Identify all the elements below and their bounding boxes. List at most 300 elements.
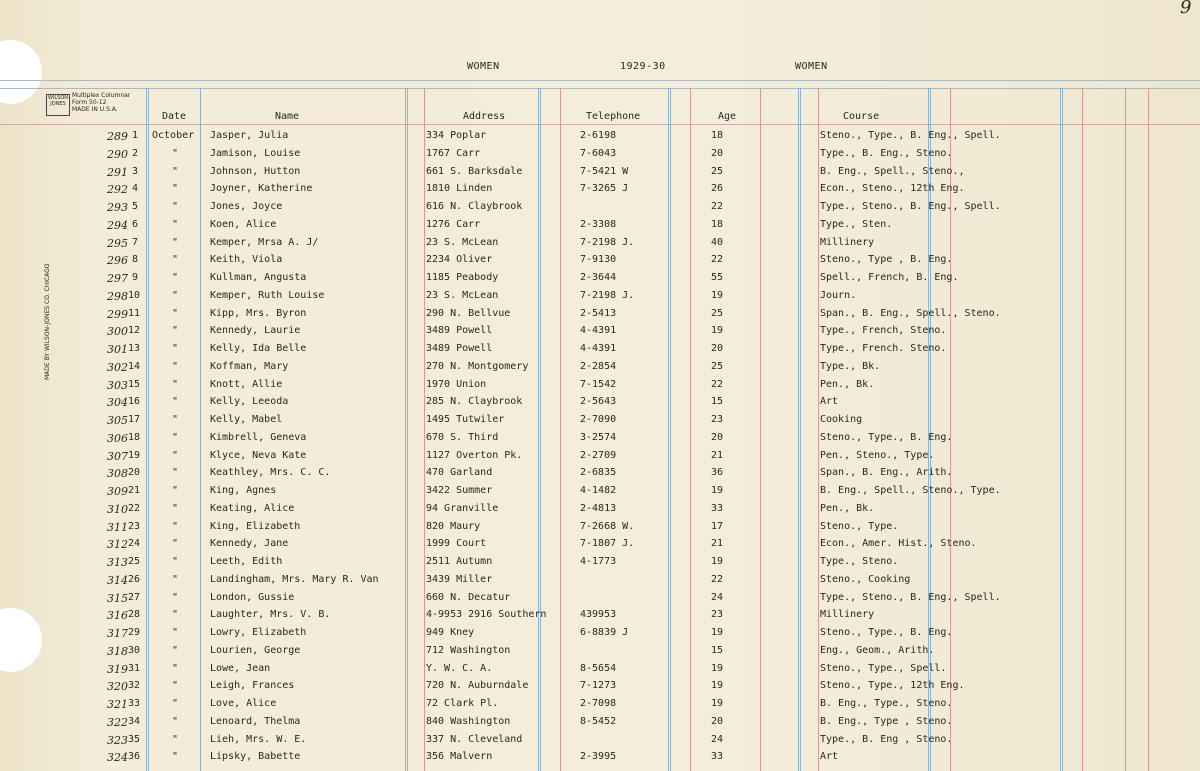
row-address: 1185 Peabody <box>426 272 499 283</box>
row-handwritten-number: 324 <box>107 751 128 765</box>
table-row <box>0 734 1200 751</box>
row-handwritten-number: 315 <box>107 591 128 605</box>
row-telephone: 7-6043 <box>580 147 617 159</box>
row-name: Landingham, Mrs. Mary R. Van <box>210 573 379 585</box>
row-course: Steno., Type., B. Eng., Spell. <box>820 130 1001 141</box>
row-age: 19 <box>711 289 724 301</box>
row-handwritten-number: 321 <box>107 698 128 711</box>
row-date: " <box>172 698 179 709</box>
row-name: Kennedy, Jane <box>210 538 289 550</box>
row-address: 2511 Autumn <box>426 556 493 567</box>
table-row <box>0 574 1200 591</box>
row-date: October <box>152 130 195 141</box>
table-row <box>0 467 1200 484</box>
row-handwritten-number: 304 <box>107 396 128 410</box>
row-line-number: 12 <box>128 325 141 337</box>
row-course: Art <box>820 396 839 408</box>
row-handwritten-number: 295 <box>107 236 128 250</box>
table-row <box>0 414 1200 431</box>
row-course: Type., Steno., B. Eng., Spell. <box>820 201 1001 212</box>
row-name: Kelly, Mabel <box>210 414 283 425</box>
row-course: Type., Steno., B. Eng., Spell. <box>820 591 1001 603</box>
row-handwritten-number: 301 <box>107 343 128 356</box>
row-age: 17 <box>711 520 724 532</box>
row-address: 470 Garland <box>426 467 493 479</box>
row-name: Jasper, Julia <box>210 130 289 141</box>
row-handwritten-number: 296 <box>107 254 128 268</box>
row-line-number: 13 <box>128 343 141 354</box>
row-name: Kipp, Mrs. Byron <box>210 307 307 319</box>
row-line-number: 24 <box>128 538 141 550</box>
row-age: 15 <box>711 396 724 408</box>
table-row <box>0 272 1200 289</box>
row-date: " <box>172 591 179 603</box>
row-address: Y. W. C. A. <box>426 662 493 674</box>
row-handwritten-number: 306 <box>107 431 128 445</box>
row-name: Laughter, Mrs. V. B. <box>210 609 331 621</box>
row-age: 19 <box>711 325 724 337</box>
row-age: 19 <box>711 680 724 692</box>
row-line-number: 3 <box>132 165 139 177</box>
form-label-line3: MADE IN U.S.A. <box>72 106 118 113</box>
row-age: 22 <box>711 254 724 266</box>
row-address: 1495 Tutwiler <box>426 414 505 425</box>
row-line-number: 9 <box>132 272 139 283</box>
row-age: 21 <box>711 449 724 461</box>
table-row <box>0 183 1200 200</box>
row-date: " <box>172 414 179 425</box>
row-address: 3439 Miller <box>426 573 493 585</box>
row-line-number: 5 <box>132 201 139 212</box>
table-row <box>0 450 1200 467</box>
row-age: 19 <box>711 698 724 709</box>
row-age: 20 <box>711 431 724 443</box>
row-course: Type., Bk. <box>820 360 881 372</box>
row-name: Kelly, Ida Belle <box>210 343 307 354</box>
table-row <box>0 503 1200 520</box>
row-telephone: 2-6835 <box>580 467 617 479</box>
row-age: 19 <box>711 662 724 674</box>
row-name: Koffman, Mary <box>210 360 289 372</box>
table-row <box>0 219 1200 236</box>
header-right-label: WOMEN <box>795 61 828 72</box>
row-telephone: 7-5421 W <box>580 165 629 177</box>
row-date: " <box>172 343 179 354</box>
row-date: " <box>172 183 179 195</box>
row-telephone: 2-5643 <box>580 396 617 408</box>
header-rule-bottom <box>0 124 1200 125</box>
row-telephone: 8-5452 <box>580 715 617 727</box>
row-course: Type., B. Eng , Steno. <box>820 733 953 745</box>
table-row <box>0 521 1200 538</box>
row-age: 23 <box>711 414 724 425</box>
row-telephone: 7-1542 <box>580 378 617 390</box>
row-age: 15 <box>711 644 724 656</box>
row-age: 20 <box>711 715 724 727</box>
row-telephone: 2-6198 <box>580 130 617 141</box>
row-address: 1276 Carr <box>426 218 481 230</box>
row-date: " <box>172 201 179 212</box>
row-line-number: 32 <box>128 680 141 692</box>
row-address: 94 Granville <box>426 502 499 514</box>
row-age: 24 <box>711 733 724 745</box>
row-handwritten-number: 314 <box>107 573 128 587</box>
row-name: Klyce, Neva Kate <box>210 449 307 461</box>
row-telephone: 4-4391 <box>580 343 617 354</box>
row-telephone: 2-3995 <box>580 751 617 763</box>
row-handwritten-number: 298 <box>107 289 128 303</box>
row-address: 670 S. Third <box>426 431 499 443</box>
row-name: King, Elizabeth <box>210 520 301 532</box>
row-telephone: 7-2198 J. <box>580 289 635 301</box>
row-date: " <box>172 538 179 550</box>
row-date: " <box>172 449 179 461</box>
table-row <box>0 716 1200 733</box>
table-row <box>0 609 1200 626</box>
wilson-jones-brand-box: WILSON JONES <box>46 94 70 116</box>
row-age: 22 <box>711 573 724 585</box>
row-date: " <box>172 520 179 532</box>
table-row <box>0 166 1200 183</box>
form-label-text <box>72 92 130 113</box>
row-course: Pen., Bk. <box>820 502 875 514</box>
row-date: " <box>172 627 179 638</box>
row-date: " <box>172 556 179 567</box>
row-telephone: 2-7098 <box>580 698 617 709</box>
column-header-age: Age <box>718 111 737 122</box>
row-line-number: 25 <box>128 556 141 567</box>
table-row <box>0 254 1200 271</box>
row-date: " <box>172 485 179 496</box>
row-name: Lowry, Elizabeth <box>210 627 307 638</box>
table-row <box>0 627 1200 644</box>
row-name: London, Gussie <box>210 591 295 603</box>
row-course: Steno., Type., B. Eng. <box>820 431 953 443</box>
row-address: 660 N. Decatur <box>426 591 511 603</box>
header-rule-2 <box>0 88 1200 89</box>
row-telephone: 7-1273 <box>580 680 617 692</box>
row-name: Leeth, Edith <box>210 556 283 567</box>
row-age: 19 <box>711 627 724 638</box>
row-handwritten-number: 323 <box>107 733 128 747</box>
table-row <box>0 290 1200 307</box>
row-name: Love, Alice <box>210 698 277 709</box>
row-address: 1810 Linden <box>426 183 493 195</box>
row-date: " <box>172 467 179 479</box>
row-course: Type., Sten. <box>820 218 893 230</box>
row-handwritten-number: 313 <box>107 556 128 569</box>
table-row <box>0 592 1200 609</box>
row-line-number: 16 <box>128 396 141 408</box>
row-age: 26 <box>711 183 724 195</box>
row-line-number: 31 <box>128 662 141 674</box>
row-telephone: 2-3308 <box>580 218 617 230</box>
row-date: " <box>172 396 179 408</box>
row-line-number: 14 <box>128 360 141 372</box>
row-handwritten-number: 290 <box>107 147 128 161</box>
row-course: Type., French. Steno. <box>820 343 947 354</box>
table-row <box>0 361 1200 378</box>
row-line-number: 17 <box>128 414 141 425</box>
row-address: 337 N. Cleveland <box>426 733 523 745</box>
row-date: " <box>172 715 179 727</box>
column-header-name: Name <box>275 111 300 122</box>
header-rule-top <box>0 80 1200 81</box>
row-date: " <box>172 307 179 319</box>
row-name: Keathley, Mrs. C. C. <box>210 467 331 479</box>
row-address: 356 Malvern <box>426 751 493 763</box>
row-age: 33 <box>711 502 724 514</box>
row-handwritten-number: 317 <box>107 627 128 640</box>
row-line-number: 29 <box>128 627 141 638</box>
row-course: Journ. <box>820 289 857 301</box>
column-header-address: Address <box>463 111 506 122</box>
row-name: Keating, Alice <box>210 502 295 514</box>
row-age: 24 <box>711 591 724 603</box>
row-date: " <box>172 289 179 301</box>
table-row <box>0 698 1200 715</box>
row-age: 55 <box>711 272 724 283</box>
row-handwritten-number: 309 <box>107 485 128 498</box>
row-telephone: 439953 <box>580 609 617 621</box>
row-telephone: 7-2668 W. <box>580 520 635 532</box>
row-course: Span., B. Eng., Spell., Steno. <box>820 307 1001 319</box>
table-row <box>0 432 1200 449</box>
row-age: 25 <box>711 165 724 177</box>
row-line-number: 28 <box>128 609 141 621</box>
row-age: 25 <box>711 307 724 319</box>
row-course: Pen., Bk. <box>820 378 875 390</box>
row-date: " <box>172 680 179 692</box>
row-handwritten-number: 294 <box>107 218 128 232</box>
row-course: Art <box>820 751 839 763</box>
row-age: 36 <box>711 467 724 479</box>
row-line-number: 6 <box>132 218 139 230</box>
row-date: " <box>172 378 179 390</box>
row-line-number: 21 <box>128 485 141 496</box>
row-course: B. Eng., Type., Steno. <box>820 698 953 709</box>
row-telephone: 2-2709 <box>580 449 617 461</box>
row-course: Econ., Steno., 12th Eng. <box>820 183 965 195</box>
row-handwritten-number: 320 <box>107 680 128 694</box>
row-course: Type., French, Steno. <box>820 325 947 337</box>
row-course: Steno., Type., B. Eng. <box>820 627 953 638</box>
header-left-label: WOMEN <box>467 61 500 72</box>
row-line-number: 36 <box>128 751 141 763</box>
row-name: Leigh, Frances <box>210 680 295 692</box>
header-year: 1929-30 <box>620 61 666 72</box>
row-line-number: 11 <box>128 307 141 319</box>
row-age: 20 <box>711 343 724 354</box>
row-line-number: 33 <box>128 698 141 709</box>
row-handwritten-number: 305 <box>107 414 128 427</box>
row-telephone: 8-5654 <box>580 662 617 674</box>
table-row <box>0 556 1200 573</box>
row-line-number: 26 <box>128 573 141 585</box>
row-address: 949 Kney <box>426 627 475 638</box>
row-name: Knott, Allie <box>210 378 283 390</box>
row-telephone: 4-1773 <box>580 556 617 567</box>
table-row <box>0 396 1200 413</box>
row-telephone: 7-2198 J. <box>580 236 635 248</box>
row-handwritten-number: 319 <box>107 662 128 676</box>
row-handwritten-number: 316 <box>107 609 128 623</box>
row-name: Lenoard, Thelma <box>210 715 301 727</box>
column-header-course: Course <box>843 111 880 122</box>
row-handwritten-number: 292 <box>107 183 128 197</box>
row-course: Type., B. Eng., Steno. <box>820 147 953 159</box>
row-name: Kennedy, Laurie <box>210 325 301 337</box>
row-handwritten-number: 299 <box>107 307 128 321</box>
row-handwritten-number: 291 <box>107 165 128 179</box>
row-address: 720 N. Auburndale <box>426 680 529 692</box>
row-address: 1767 Carr <box>426 147 481 159</box>
row-course: Spell., French, B. Eng. <box>820 272 959 283</box>
row-line-number: 7 <box>132 236 139 248</box>
row-address: 2234 Oliver <box>426 254 493 266</box>
row-name: Johnson, Hutton <box>210 165 301 177</box>
row-address: 4-9953 2916 Southern <box>426 609 547 621</box>
column-header-date: Date <box>162 111 187 122</box>
table-row <box>0 343 1200 360</box>
table-row <box>0 538 1200 555</box>
row-age: 25 <box>711 360 724 372</box>
row-address: 661 S. Barksdale <box>426 165 523 177</box>
row-course: Pen., Steno., Type. <box>820 449 935 461</box>
row-course: Millinery <box>820 609 875 621</box>
row-address: 285 N. Claybrook <box>426 396 523 408</box>
row-course: Steno., Type. <box>820 520 899 532</box>
row-telephone: 7-9130 <box>580 254 617 266</box>
row-name: Kemper, Mrsa A. J/ <box>210 236 319 248</box>
row-name: Lourien, George <box>210 644 301 656</box>
column-header-telephone: Telephone <box>586 111 641 122</box>
row-handwritten-number: 302 <box>107 360 128 374</box>
page-number: 9 <box>1180 0 1192 18</box>
row-telephone: 4-4391 <box>580 325 617 337</box>
row-age: 21 <box>711 538 724 550</box>
table-row <box>0 680 1200 697</box>
row-address: 3422 Summer <box>426 485 493 496</box>
row-line-number: 18 <box>128 431 141 443</box>
row-line-number: 35 <box>128 733 141 745</box>
row-telephone: 6-8839 J <box>580 627 629 638</box>
row-line-number: 4 <box>132 183 139 195</box>
row-age: 19 <box>711 556 724 567</box>
row-handwritten-number: 310 <box>107 502 128 516</box>
row-age: 33 <box>711 751 724 763</box>
row-handwritten-number: 312 <box>107 538 128 552</box>
row-course: B. Eng., Spell., Steno., <box>820 165 965 177</box>
row-age: 20 <box>711 147 724 159</box>
row-name: Joyner, Katherine <box>210 183 313 195</box>
row-date: " <box>172 325 179 337</box>
row-age: 19 <box>711 485 724 496</box>
row-address: 72 Clark Pl. <box>426 698 499 709</box>
row-line-number: 34 <box>128 715 141 727</box>
row-telephone: 2-2854 <box>580 360 617 372</box>
row-address: 820 Maury <box>426 520 481 532</box>
row-address: 840 Washington <box>426 715 511 727</box>
row-name: Kemper, Ruth Louise <box>210 289 325 301</box>
row-telephone: 2-5413 <box>580 307 617 319</box>
table-row <box>0 325 1200 342</box>
row-course: Span., B. Eng., Arith. <box>820 467 953 479</box>
table-row <box>0 485 1200 502</box>
row-date: " <box>172 751 179 763</box>
row-name: King, Agnes <box>210 485 277 496</box>
row-name: Jones, Joyce <box>210 201 283 212</box>
row-telephone: 2-4813 <box>580 502 617 514</box>
row-address: 616 N. Claybrook <box>426 201 523 212</box>
table-row <box>0 201 1200 218</box>
row-handwritten-number: 318 <box>107 644 128 658</box>
row-date: " <box>172 644 179 656</box>
row-date: " <box>172 254 179 266</box>
row-course: Steno., Type., 12th Eng. <box>820 680 965 692</box>
table-row <box>0 308 1200 325</box>
row-name: Kimbrell, Geneva <box>210 431 307 443</box>
row-date: " <box>172 218 179 230</box>
row-date: " <box>172 502 179 514</box>
row-name: Kelly, Leeoda <box>210 396 289 408</box>
form-label-line2: Form 50-12 <box>72 99 107 106</box>
row-address: 23 S. McLean <box>426 236 499 248</box>
row-line-number: 1 <box>132 130 139 141</box>
row-telephone: 7-3265 J <box>580 183 629 195</box>
row-course: Type., Steno. <box>820 556 899 567</box>
row-address: 1127 Overton Pk. <box>426 449 523 461</box>
row-handwritten-number: 293 <box>107 201 128 214</box>
table-row <box>0 751 1200 768</box>
row-handwritten-number: 322 <box>107 715 128 729</box>
row-address: 3489 Powell <box>426 325 493 337</box>
row-address: 712 Washington <box>426 644 511 656</box>
row-address: 334 Poplar <box>426 130 487 141</box>
row-telephone: 4-1482 <box>580 485 617 496</box>
row-handwritten-number: 307 <box>107 449 128 463</box>
row-course: Steno., Cooking <box>820 573 911 585</box>
row-date: " <box>172 236 179 248</box>
row-line-number: 27 <box>128 591 141 603</box>
row-date: " <box>172 733 179 745</box>
row-telephone: 7-1807 J. <box>580 538 635 550</box>
row-address: 1970 Union <box>426 378 487 390</box>
row-line-number: 2 <box>132 147 139 159</box>
table-row <box>0 148 1200 165</box>
row-name: Lieh, Mrs. W. E. <box>210 733 307 745</box>
row-age: 18 <box>711 130 724 141</box>
row-age: 22 <box>711 201 724 212</box>
row-name: Koen, Alice <box>210 218 277 230</box>
row-course: Econ., Amer. Hist., Steno. <box>820 538 977 550</box>
row-age: 23 <box>711 609 724 621</box>
row-name: Jamison, Louise <box>210 147 301 159</box>
table-row <box>0 130 1200 147</box>
row-telephone: 2-3644 <box>580 272 617 283</box>
row-address: 1999 Court <box>426 538 487 550</box>
row-date: " <box>172 165 179 177</box>
row-date: " <box>172 573 179 585</box>
row-date: " <box>172 360 179 372</box>
row-telephone: 3-2574 <box>580 431 617 443</box>
row-line-number: 8 <box>132 254 139 266</box>
row-handwritten-number: 300 <box>107 325 128 339</box>
maker-side-text: MADE BY WILSON-JONES CO. CHICAGO <box>44 263 51 380</box>
row-course: Eng., Geom., Arith. <box>820 644 935 656</box>
row-date: " <box>172 147 179 159</box>
row-address: 270 N. Montgomery <box>426 360 529 372</box>
